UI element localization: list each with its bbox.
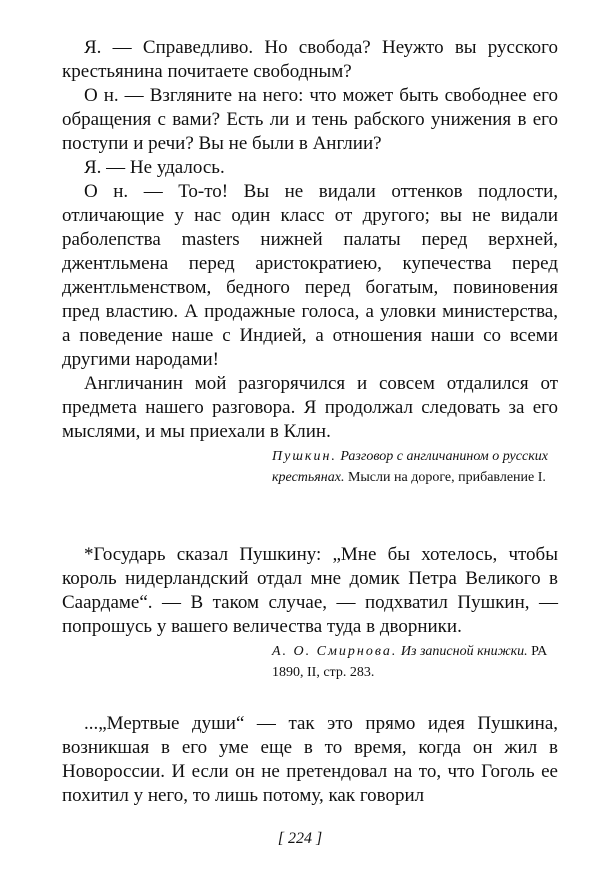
paragraph: Англичанин мой разгорячился и совсем отдалился от предмета нашего разговора. Я продолжал следовать за его мыслями, и мы приехали в Клин.	[62, 373, 558, 442]
paragraph: Я. — Справедливо. Но свобода? Неужто вы русского крестьянина почитаете свободным?	[62, 37, 558, 82]
citation-author: А. О. Смирнова.	[272, 644, 398, 659]
page-number: [ 224 ]	[277, 830, 323, 847]
citation-title: Из записной книжки.	[400, 644, 528, 659]
source-citation	[62, 641, 558, 683]
smirnova-anecdote	[62, 543, 558, 683]
source-citation	[62, 446, 558, 488]
citation-tail: РА 1890, II, стр. 283.	[272, 644, 548, 680]
paragraph: ...„Мертвые души“ — так это прямо идея Пушкина, возникшая в его уме еще в то время, когда он жил в Новороссии. И если он не претендовал на то, что Гоголь ее похитил у него, то лишь потому, как говорил	[62, 713, 558, 806]
pushkin-dialogue-excerpt	[62, 36, 558, 488]
citation-tail: Мысли на дороге, прибавление I.	[347, 470, 546, 485]
citation-author: Пушкин.	[272, 449, 337, 464]
paragraph: *Государь сказал Пушкину: „Мне бы хотелось, чтобы король нидерландский отдал мне домик Петра Великого в Саардаме“. — В таком случае, — подхватил Пушкин, — попрошусь у вашего величества туда в дворники.	[62, 544, 558, 637]
dead-souls-excerpt	[62, 712, 558, 808]
paragraph: Я. — Не удалось.	[84, 157, 225, 178]
citation-title: Разговор с англичанином о русских крестьянах.	[272, 449, 548, 485]
paragraph: О н. — То-то! Вы не видали оттенков подлости, отличающие у нас один класс от другого; вы не видали раболепства masters нижней палаты перед верхней, джентльмена перед аристократиею, купечества перед джентльменством, бедного перед богатым, повиновения пред властию. А продажные голоса, а уловки министерства, а поведение наше с Индией, а отношения наши со всеми другими народами!	[62, 181, 558, 370]
paragraph: О н. — Взгляните на него: что может быть свободнее его обращения с вами? Есть ли и тень рабского унижения в его поступи и речи? Вы не были в Англии?	[62, 85, 558, 154]
